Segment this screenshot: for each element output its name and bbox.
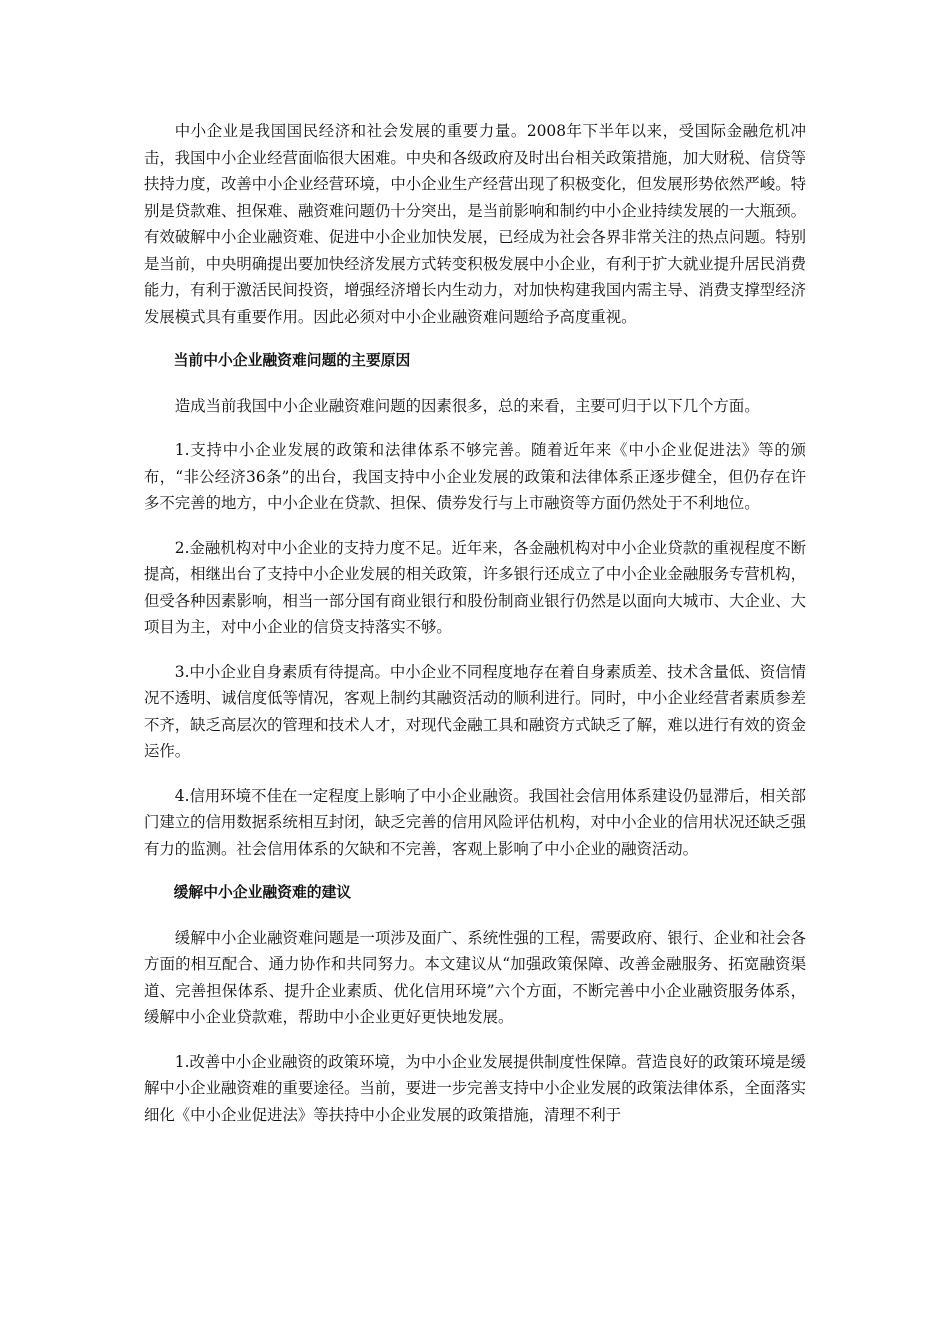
intro-paragraph: 中小企业是我国国民经济和社会发展的重要力量。2008年下半年以来，受国际金融危机冲击，我国中小企业经营面临很大困难。中央和各级政府及时出台相关政策措施，加大财税、信贷等扶持力度，改善中小企业经营环境，中小企业生产经营出现了积极变化，但发展形势依然严峻。特别是贷款难、担保难、融资难问题仍十分突出，是当前影响和制约中小企业持续发展的一大瓶颈。有效破解中小企业融资难、促进中小企业加快发展，已经成为社会各界非常关注的热点问题。特别是当前，中央明确提出要加快经济发展方式转变积极发展中小企业，有利于扩大就业提升居民消费能力，有利于激活民间投资，增强经济增长内生动力，对加快构建我国内需主导、消费支撑型经济发展模式具有重要作用。因此必须对中小企业融资难问题给予高度重视。: [144, 122, 806, 326]
cause-item-3: 3.中小企业自身素质有待提高。中小企业不同程度地存在着自身素质差、技术含量低、资信情况不透明、诚信度低等情况，客观上制约其融资活动的顺利进行。同时，中小企业经营者素质参差不齐，缺乏高层次的管理和技术人才，对现代金融工具和融资方式缺乏了解，难以进行有效的资金运作。: [144, 662, 806, 760]
cause-item-4: 4.信用环境不佳在一定程度上影响了中小企业融资。我国社会信用体系建设仍显滞后，相关部门建立的信用数据系统相互封闭，缺乏完善的信用风险评估机构，对中小企业的信用状况还缺乏强有力的监测。社会信用体系的欠缺和不完善，客观上影响了中小企业的融资活动。: [144, 786, 806, 858]
suggestions-intro-paragraph: 缓解中小企业融资难问题是一项涉及面广、系统性强的工程，需要政府、银行、企业和社会各方面的相互配合、通力协作和共同努力。本文建议从“加强政策保障、改善金融服务、拓宽融资渠道、完善担保体系、提升企业素质、优化信用环境”六个方面，不断完善中小企业融资服务体系，缓解中小企业贷款难，帮助中小企业更好更快地发展。: [144, 928, 806, 1026]
suggestion-item-1: 1.改善中小企业融资的政策环境，为中小企业发展提供制度性保障。营造良好的政策环境是缓解中小企业融资难的重要途径。当前，要进一步完善支持中小企业发展的政策法律体系，全面落实细化《中小企业促进法》等扶持中小企业发展的政策措施，清理不利于: [144, 1052, 806, 1124]
cause-item-2: 2.金融机构对中小企业的支持力度不足。近年来，各金融机构对中小企业贷款的重视程度不断提高，相继出台了支持中小企业发展的相关政策，许多银行还成立了中小企业金融服务专营机构，但受各种因素影响，相当一部分国有商业银行和股份制商业银行仍然是以面向大城市、大企业、大项目为主，对中小企业的信贷支持落实不够。: [144, 538, 806, 636]
document-body: [144, 118, 806, 1146]
cause-item-1: 1.支持中小企业发展的政策和法律体系不够完善。随着近年来《中小企业促进法》等的颁布，“非公经济36条”的出台，我国支持中小企业发展的政策和法律体系正逐步健全，但仍存在许多不完善的地方，中小企业在贷款、担保、债券发行与上市融资等方面仍然处于不利地位。: [144, 441, 806, 512]
section-heading-suggestions: 缓解中小企业融资难的建议: [173, 884, 352, 901]
section-heading-causes: 当前中小企业融资难问题的主要原因: [173, 352, 411, 369]
causes-intro-paragraph: 造成当前我国中小企业融资难问题的因素很多，总的来看，主要可归于以下几个方面。: [174, 396, 760, 415]
